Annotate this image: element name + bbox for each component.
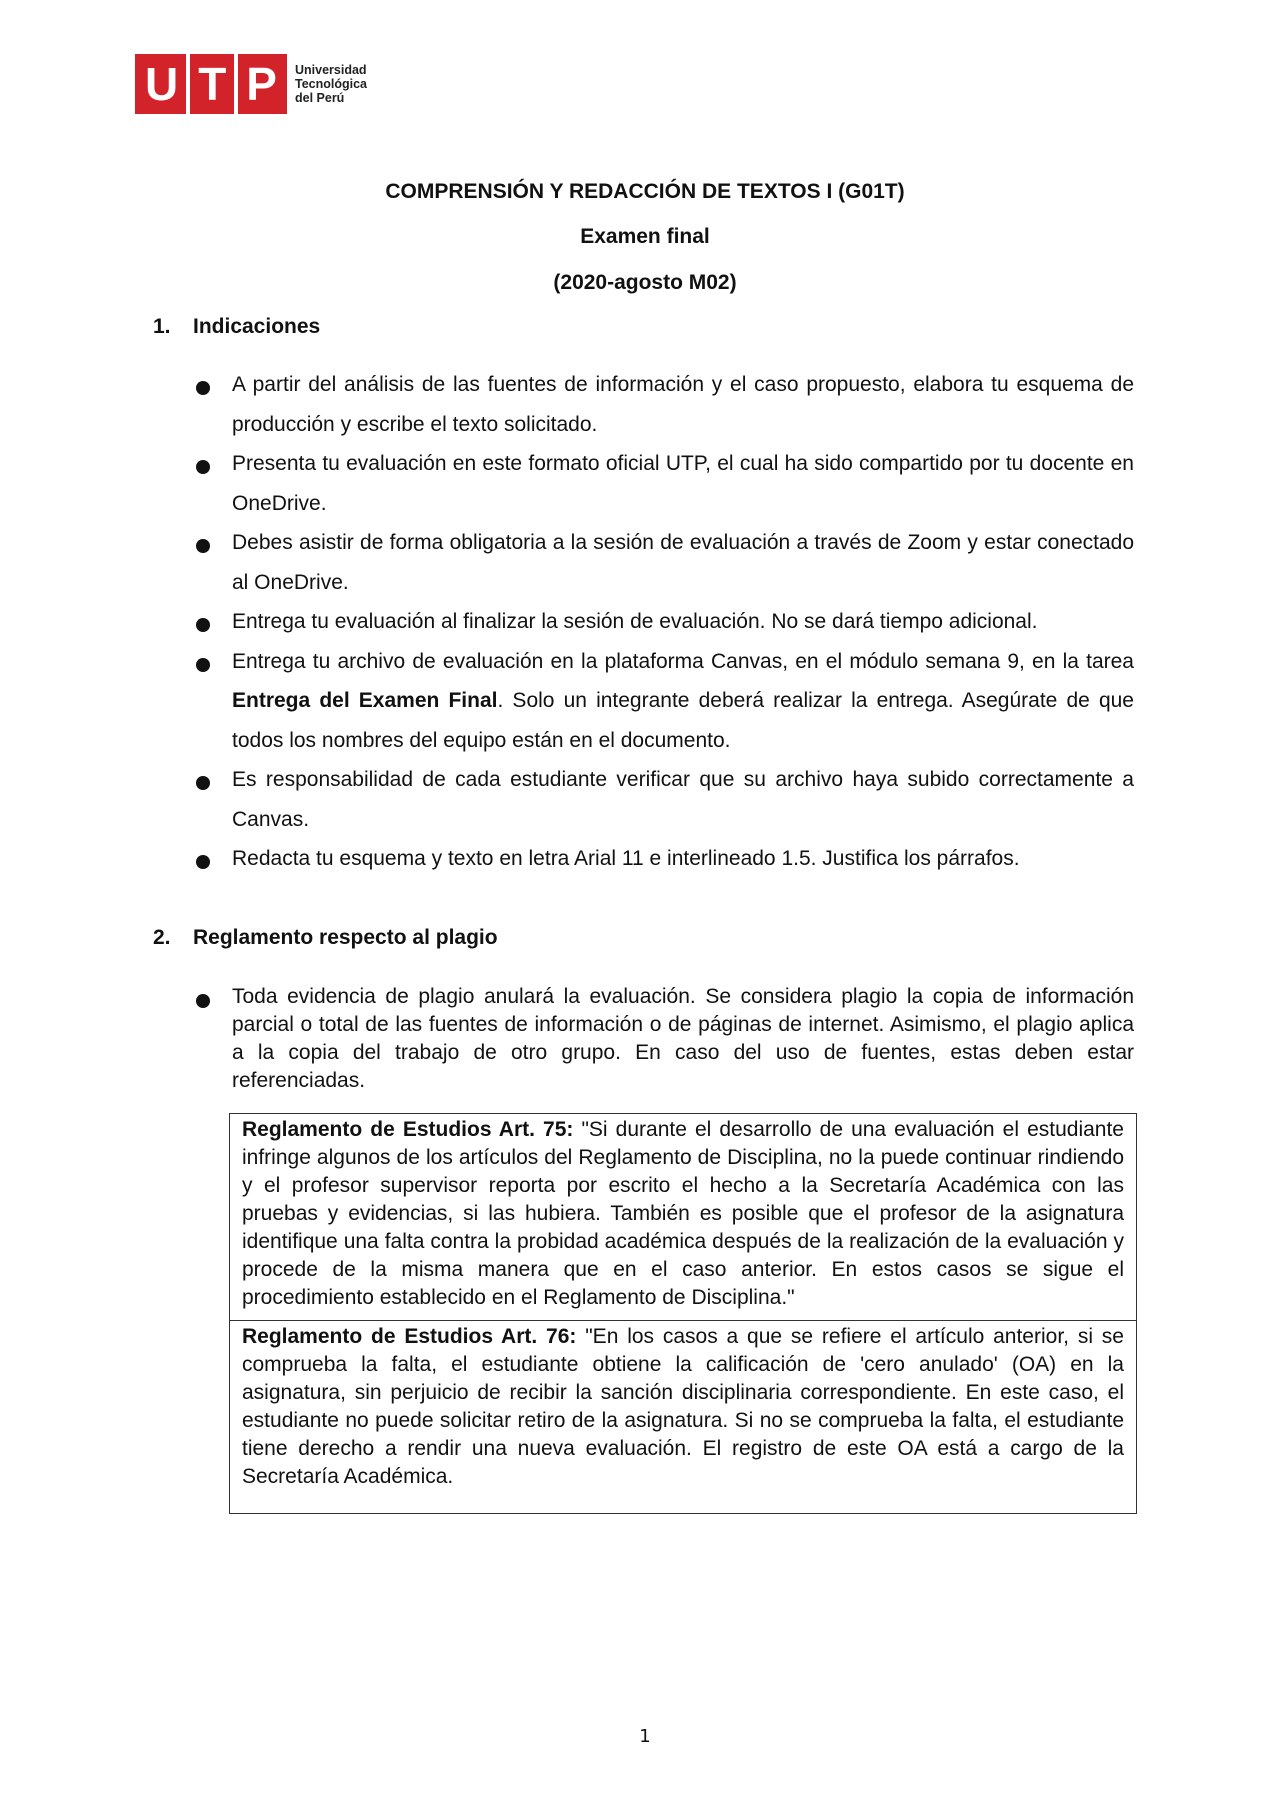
section-title: Indicaciones xyxy=(193,315,321,338)
list-item xyxy=(196,642,1134,761)
table-row xyxy=(230,1320,1136,1513)
article-label: Reglamento de Estudios Art. 75: xyxy=(242,1118,574,1141)
logo-wordmark xyxy=(295,63,367,105)
bullet-icon xyxy=(196,994,210,1008)
list-item xyxy=(196,523,1134,602)
list-item-text-bold: Entrega del Examen Final xyxy=(232,689,498,712)
article-label: Reglamento de Estudios Art. 76: xyxy=(242,1325,577,1348)
list-item-text: Debes asistir de forma obligatoria a la sesión de evaluación a través de Zoom y estar conectado al OneDrive. xyxy=(232,531,1134,594)
list-item xyxy=(196,839,1134,879)
list-item-text: Toda evidencia de plagio anulará la evaluación. Se considera plagio la copia de información parcial o total de las fuentes de información o de páginas de internet. Asimismo, el plagio aplica a la copia del trabajo de otro grupo. En caso del uso de fuentes, estas deben estar referenciadas. xyxy=(232,985,1134,1092)
list-item-text-post: . Solo un integrante deberá realizar la entrega. Asegúrate de que todos los nombres del equipo están en el documento. xyxy=(232,689,1134,752)
bullet-icon xyxy=(196,776,210,790)
list-item-text: Presenta tu evaluación en este formato oficial UTP, el cual ha sido compartido por tu docente en OneDrive. xyxy=(232,452,1134,515)
bullet-icon xyxy=(196,539,210,553)
exam-period: (2020-agosto M02) xyxy=(553,271,737,294)
bullet-icon xyxy=(196,381,210,395)
list-item xyxy=(196,444,1134,523)
list-item-text: A partir del análisis de las fuentes de información y el caso propuesto, elabora tu esquema de producción y escribe el texto solicitado. xyxy=(232,373,1134,436)
plagio-list xyxy=(196,983,1134,1095)
article-text: "En los casos a que se refiere el artículo anterior, si se comprueba la falta, el estudiante obtiene la calificación de 'cero anulado' (OA) en la asignatura, sin perjuicio de recibir la sanción disciplinaria correspondiente. En este caso, el estudiante no puede solicitar retiro de la asignatura. Si no se comprueba la falta, el estudiante tiene derecho a rendir una nueva evaluación. El registro de este OA está a cargo de la Secretaría Académica. xyxy=(242,1325,1124,1488)
bullet-icon xyxy=(196,460,210,474)
list-item xyxy=(196,760,1134,839)
logo-mark xyxy=(135,54,287,114)
list-item-text-pre: Entrega tu archivo de evaluación en la plataforma Canvas, en el módulo semana 9, en la tarea xyxy=(232,649,1134,673)
table-row xyxy=(230,1114,1136,1320)
exam-title: Examen final xyxy=(580,225,710,248)
logo-divider xyxy=(186,54,190,114)
list-item xyxy=(196,365,1134,444)
logo-text-line: Universidad xyxy=(295,63,367,77)
bullet-icon xyxy=(196,658,210,672)
list-item-text: Redacta tu esquema y texto en letra Arial 11 e interlineado 1.5. Justifica los párrafos. xyxy=(232,847,1020,870)
logo-letter-u: U xyxy=(144,58,179,110)
indicaciones-list xyxy=(196,365,1134,879)
list-item-text: Entrega tu evaluación al finalizar la sesión de evaluación. No se dará tiempo adicional. xyxy=(232,610,1038,633)
bullet-icon xyxy=(196,618,210,632)
section-number: 2. xyxy=(153,926,171,949)
logo-letter-t: T xyxy=(198,58,227,110)
course-title: COMPRENSIÓN Y REDACCIÓN DE TEXTOS I (G01T) xyxy=(385,180,905,203)
logo-letter-p: P xyxy=(246,58,277,110)
list-item xyxy=(196,602,1134,642)
utp-logo xyxy=(135,54,367,114)
list-item-text: Es responsabilidad de cada estudiante verificar que su archivo haya subido correctamente a Canvas. xyxy=(232,768,1134,831)
page-number: 1 xyxy=(639,1726,651,1747)
section-heading-indicaciones xyxy=(153,315,320,339)
list-item xyxy=(196,983,1134,1095)
logo-divider xyxy=(234,54,238,114)
article-text: "Si durante el desarrollo de una evaluación el estudiante infringe algunos de los artículos del Reglamento de Disciplina, no la puede continuar rindiendo y el profesor supervisor reporta por escrito el hecho a la Secretaría Académica con las pruebas y evidencias, si las hubiera. También es posible que el profesor de la asignatura identifique una falta contra la probidad académica después de la realización de la evaluación y procede de la misma manera que en el caso anterior. En estos casos se sigue el procedimiento establecido en el Reglamento de Disciplina." xyxy=(242,1118,1124,1309)
section-title: Reglamento respecto al plagio xyxy=(193,926,498,949)
section-number: 1. xyxy=(153,315,171,338)
section-heading-plagio xyxy=(153,926,498,950)
reglamento-table xyxy=(229,1113,1137,1514)
bullet-icon xyxy=(196,855,210,869)
logo-text-line: Tecnológica xyxy=(295,77,368,91)
logo-text-line: del Perú xyxy=(295,91,345,105)
